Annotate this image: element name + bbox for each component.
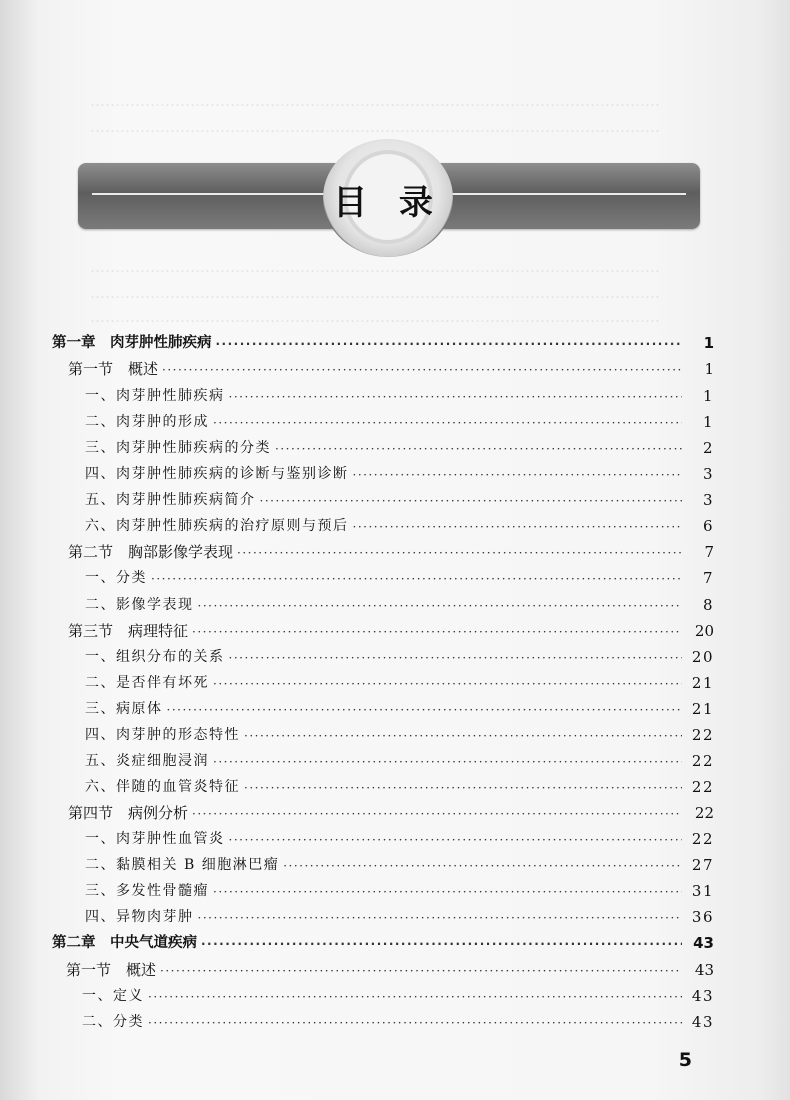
- toc-entry[interactable]: [85, 510, 714, 536]
- banner-left-line: [92, 193, 332, 195]
- toc-entry[interactable]: [85, 693, 714, 719]
- toc-page: 1: [702, 387, 714, 405]
- toc-label: 六、肉芽肿性肺疾病的治疗原则与预后: [85, 518, 349, 534]
- dot-leader: [160, 962, 682, 980]
- toc-label: 三、多发性骨髓瘤: [85, 883, 209, 899]
- toc-page: 36: [691, 908, 714, 926]
- toc-entry[interactable]: [82, 980, 714, 1006]
- toc-label: 第二章 中央气道疾病: [52, 935, 197, 951]
- toc-entry[interactable]: [85, 667, 714, 693]
- toc-label: 三、病原体: [85, 701, 163, 717]
- toc-entry[interactable]: [85, 641, 714, 667]
- toc-page: 22: [694, 804, 714, 822]
- dot-leader: [213, 883, 682, 901]
- dot-leader: [198, 597, 683, 615]
- dot-leader: [213, 675, 682, 693]
- toc-page: 2: [702, 439, 714, 457]
- toc-label: 五、肉芽肿性肺疾病简介: [85, 492, 256, 508]
- toc-label: 六、伴随的血管炎特征: [85, 779, 240, 795]
- dot-leader: [237, 544, 682, 562]
- toc-page: 43: [694, 961, 714, 979]
- toc-entry[interactable]: [85, 875, 714, 901]
- toc-page: 31: [691, 882, 714, 900]
- toc-entry[interactable]: [85, 406, 714, 432]
- toc-entry[interactable]: [85, 901, 714, 927]
- toc-page: 7: [704, 543, 714, 561]
- toc-page: 22: [691, 830, 714, 848]
- toc-page: 3: [702, 465, 714, 483]
- toc-label: 第一节 概述: [66, 961, 157, 979]
- page-number: 5: [678, 1049, 692, 1071]
- dot-leader: [275, 440, 682, 458]
- toc-entry[interactable]: [85, 380, 714, 406]
- toc-entry[interactable]: [68, 536, 714, 562]
- toc-label: 二、分类: [82, 1014, 144, 1030]
- toc-entry[interactable]: [85, 562, 714, 588]
- toc-label: 一、分类: [85, 570, 147, 586]
- toc-page: 6: [702, 517, 714, 535]
- toc-label: 二、黏膜相关 B 细胞淋巴瘤: [85, 857, 280, 873]
- dot-leader: [229, 388, 683, 406]
- show-through-text: ……………………………………………………………………………………………………: [90, 118, 660, 136]
- dot-leader: [148, 988, 682, 1006]
- toc-page: 3: [702, 491, 714, 509]
- toc-page: 43: [691, 1013, 714, 1031]
- show-through-text: ……………………………………………………………………………………………………: [90, 258, 660, 276]
- dot-leader: [353, 466, 683, 484]
- toc-label: 第一节 概述: [68, 360, 159, 378]
- toc-entry[interactable]: [85, 771, 714, 797]
- show-through-text: ……………………………………………………………………………………………………: [90, 308, 660, 326]
- dot-leader: [213, 753, 682, 771]
- toc-page: 20: [691, 648, 714, 666]
- toc-entry[interactable]: [68, 797, 714, 823]
- toc-label: 一、肉芽肿性血管炎: [85, 831, 225, 847]
- dot-leader: [353, 518, 683, 536]
- toc-page: 8: [702, 596, 714, 614]
- page-title: 目 录: [333, 183, 443, 223]
- toc-entry[interactable]: [68, 353, 714, 379]
- toc-label: 二、是否伴有坏死: [85, 675, 209, 691]
- toc-page: 20: [694, 622, 714, 640]
- toc-label: 第四节 病例分析: [68, 804, 189, 822]
- dot-leader: [213, 414, 682, 432]
- dot-leader: [229, 831, 683, 849]
- dot-leader: [283, 857, 682, 875]
- dot-leader: [192, 623, 682, 641]
- toc-entry[interactable]: [52, 927, 714, 953]
- toc-page: 43: [693, 934, 714, 952]
- toc-page: 1: [703, 334, 714, 352]
- toc-entry[interactable]: [85, 849, 714, 875]
- toc-label: 四、异物肉芽肿: [85, 909, 194, 925]
- toc-label: 五、炎症细胞浸润: [85, 753, 209, 769]
- toc-entry[interactable]: [85, 458, 714, 484]
- toc-page: 43: [691, 987, 714, 1005]
- toc-page: 22: [691, 752, 714, 770]
- toc-label: 三、肉芽肿性肺疾病的分类: [85, 440, 271, 456]
- toc-entry[interactable]: [85, 719, 714, 745]
- toc-page: 1: [702, 413, 714, 431]
- dot-leader: [229, 649, 683, 667]
- show-through-text: ……………………………………………………………………………………………………: [90, 92, 660, 110]
- toc-label: 一、组织分布的关系: [85, 649, 225, 665]
- dot-leader: [244, 727, 682, 745]
- toc-label: 一、肉芽肿性肺疾病: [85, 388, 225, 404]
- dot-leader: [162, 361, 682, 379]
- toc-page: 7: [702, 569, 714, 587]
- toc-label: 第三节 病理特征: [68, 622, 189, 640]
- toc-entry[interactable]: [85, 484, 714, 510]
- dot-leader: [151, 570, 682, 588]
- toc-entry[interactable]: [85, 589, 714, 615]
- toc-entry[interactable]: [85, 823, 714, 849]
- dot-leader: [260, 492, 683, 510]
- toc-label: 四、肉芽肿的形态特性: [85, 727, 240, 743]
- dot-leader: [216, 335, 683, 353]
- toc-entry[interactable]: [85, 745, 714, 771]
- toc-label: 四、肉芽肿性肺疾病的诊断与鉴别诊断: [85, 466, 349, 482]
- toc-page: 27: [691, 856, 714, 874]
- toc-label: 第二节 胸部影像学表现: [68, 543, 234, 561]
- toc-label: 一、定义: [82, 988, 144, 1004]
- dot-leader: [148, 1014, 682, 1032]
- dot-leader: [198, 909, 683, 927]
- dot-leader: [201, 935, 682, 953]
- toc-label: 二、影像学表现: [85, 597, 194, 613]
- toc-entry[interactable]: [66, 954, 714, 980]
- toc-page: 21: [691, 674, 714, 692]
- toc-entry[interactable]: [82, 1006, 714, 1032]
- dot-leader: [167, 701, 683, 719]
- banner-right-line: [446, 193, 686, 195]
- toc-entry[interactable]: [68, 615, 714, 641]
- toc-label: 二、肉芽肿的形成: [85, 414, 209, 430]
- dot-leader: [192, 805, 682, 823]
- show-through-text: ……………………………………………………………………………………………………: [90, 284, 660, 302]
- toc-page: 22: [691, 726, 714, 744]
- toc-label: 第一章 肉芽肿性肺疾病: [52, 335, 212, 351]
- toc-page: 1: [704, 360, 714, 378]
- dot-leader: [244, 779, 682, 797]
- toc-page: 22: [691, 778, 714, 796]
- toc-page: 21: [691, 700, 714, 718]
- toc-entry[interactable]: [85, 432, 714, 458]
- toc-entry[interactable]: [52, 327, 714, 353]
